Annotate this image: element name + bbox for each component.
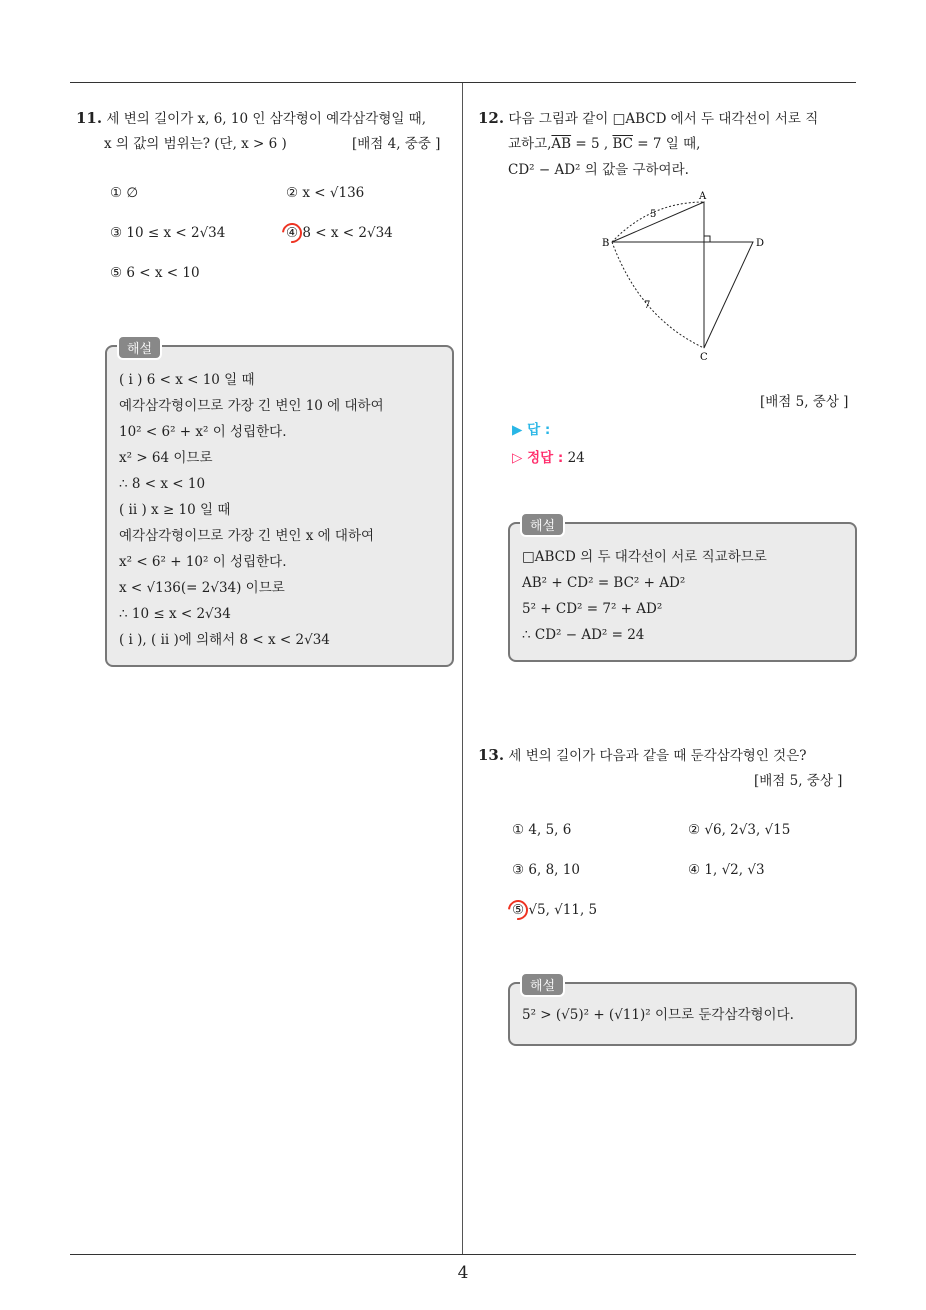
q11-solution-line: ( ii ) x ≥ 10 일 때 [119, 502, 231, 518]
q11-solution-box [105, 342, 454, 667]
q13-solution-line: 5² > (√5)² + (√11)² 이므로 둔각삼각형이다. [522, 1007, 794, 1023]
q12-stem-text2c: = 5 , [571, 136, 613, 152]
q11-solution-line: 예각삼각형이므로 가장 긴 변인 x 에 대하여 [119, 528, 375, 544]
column-divider [462, 83, 463, 1255]
q11-solution-line: 10² < 6² + x² 이 성립한다. [119, 424, 287, 440]
label-b: B [602, 238, 610, 249]
q12-score: [배점 5, 중상 ] [760, 394, 849, 410]
q11-stem-text2: x 의 값의 범위는? (단, x > 6 ) [104, 136, 287, 152]
label-a: A [699, 191, 707, 202]
q12-stem-text1: 다음 그림과 같이 □ABCD 에서 두 대각선이 서로 직 [508, 111, 819, 127]
q12-correct-answer [512, 446, 585, 470]
q13-score: [배점 5, 중상 ] [754, 773, 843, 789]
q11-stem-text1: 세 변의 길이가 x, 6, 10 인 삼각형이 예각삼각형일 때, [106, 111, 427, 127]
right-angle-mark [704, 236, 710, 242]
q12-answer-label: ▶ 답 : [512, 422, 551, 438]
q12-solution-line: AB² + CD² = BC² + AD² [522, 575, 686, 591]
bottom-rule [70, 1254, 856, 1255]
q13-option-2[interactable]: ② √6, 2√3, √15 [688, 822, 791, 838]
q13-option-1[interactable]: ① 4, 5, 6 [512, 822, 572, 838]
q12-stem-line3: CD² − AD² 의 값을 구하여라. [508, 162, 689, 178]
q12-stem-text2a: 교하고, [508, 136, 552, 152]
q11-solution-line: x² < 6² + 10² 이 성립한다. [119, 554, 287, 570]
q11-solution-line: ( i ) 6 < x < 10 일 때 [119, 372, 255, 388]
label-c: C [700, 352, 708, 363]
q13-answer-circle-mark [504, 896, 532, 924]
quadrilateral-abcd [612, 202, 753, 348]
q11-solution-line: ∴ 10 ≤ x < 2√34 [119, 606, 231, 622]
q12-solution-line: ∴ CD² − AD² = 24 [522, 627, 645, 643]
q12-solution-box [508, 519, 857, 662]
q11-option-4[interactable]: ④ 8 < x < 2√34 [286, 225, 393, 241]
q13-solution-box [508, 979, 857, 1046]
q11-stem-line1 [76, 106, 426, 131]
arc-bc [612, 242, 704, 348]
q11-option-1[interactable]: ① ∅ [110, 185, 139, 201]
q12-correct-label: ▷ 정답 : [512, 450, 564, 466]
q11-option-2[interactable]: ② x < √136 [286, 185, 365, 201]
q12-quadrilateral-figure [590, 188, 780, 373]
q13-option-3[interactable]: ③ 6, 8, 10 [512, 862, 580, 878]
q12-solution-tab: 해설 [520, 512, 565, 537]
q12-segment-bc: $\overline{BC}$ [612, 136, 633, 152]
q13-number: 13. [478, 746, 505, 764]
q11-option-5[interactable]: ⑤ 6 < x < 10 [110, 265, 200, 281]
q11-solution-line: ∴ 8 < x < 10 [119, 476, 206, 492]
q12-number: 12. [478, 109, 505, 127]
q11-solution-line: ( i ), ( ii )에 의해서 8 < x < 2√34 [119, 632, 330, 648]
q13-option-4[interactable]: ④ 1, √2, √3 [688, 862, 765, 878]
q13-stem-line1 [478, 743, 807, 768]
q12-correct-value: 24 [567, 450, 585, 466]
q11-score: [배점 4, 중중 ] [352, 136, 441, 152]
q12-segment-ab: $\overline{AB}$ [551, 136, 572, 152]
q12-stem-text2e: = 7 일 때, [632, 136, 701, 152]
top-rule [70, 82, 856, 83]
q11-number: 11. [76, 109, 103, 127]
page-number: 4 [457, 1263, 469, 1283]
q13-option-5[interactable]: ⑤ √5, √11, 5 [512, 902, 598, 918]
q11-option-3[interactable]: ③ 10 ≤ x < 2√34 [110, 225, 226, 241]
q12-stem-line1 [478, 106, 818, 131]
q11-stem-line2 [104, 132, 287, 156]
q12-solution-line: □ABCD 의 두 대각선이 서로 직교하므로 [522, 549, 767, 565]
q12-answer-prompt [512, 418, 550, 442]
q12-stem-line2 [508, 132, 700, 156]
q12-solution-line: 5² + CD² = 7² + AD² [522, 601, 663, 617]
q13-solution-tab: 해설 [520, 972, 565, 997]
label-d: D [756, 238, 765, 249]
label-len-bc: 7 [644, 300, 651, 311]
label-len-ab: 5 [650, 209, 657, 220]
q11-answer-circle-mark [278, 219, 306, 247]
q13-stem-text1: 세 변의 길이가 다음과 같을 때 둔각삼각형인 것은? [508, 748, 807, 764]
q11-solution-line: x² > 64 이므로 [119, 450, 213, 466]
q11-solution-tab: 해설 [117, 335, 162, 360]
q11-solution-line: x < √136(= 2√34) 이므로 [119, 580, 285, 596]
q11-solution-line: 예각삼각형이므로 가장 긴 변인 10 에 대하여 [119, 398, 384, 414]
